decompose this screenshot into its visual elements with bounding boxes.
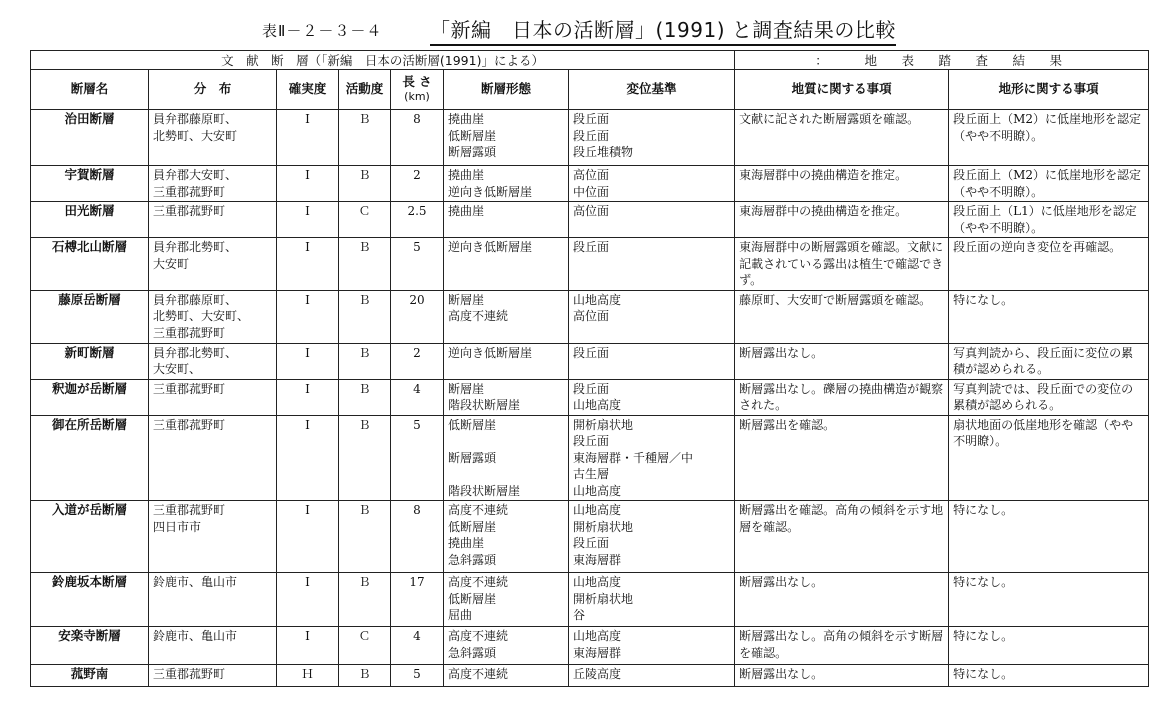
reference-cell-line: 山地高度 — [573, 483, 622, 498]
reference-cell-line: 段丘面 — [573, 345, 610, 360]
length-cell: 2 — [391, 166, 444, 202]
distribution-cell-line: 員弁郡大安町、 — [153, 168, 238, 182]
form-cell-line — [448, 433, 564, 450]
certainty-cell: Ⅰ — [277, 202, 339, 238]
table-row — [31, 627, 1149, 665]
form-cell-line: 階段状断層崖 — [448, 483, 521, 498]
distribution-cell-line: 北勢町、大安町、 — [153, 309, 250, 323]
fault-name: 入道が岳断層 — [31, 501, 149, 573]
distribution-cell-line: 員弁郡藤原町、 — [153, 112, 238, 126]
reference-cell — [569, 290, 735, 343]
activity-cell: Ｃ — [339, 202, 391, 238]
distribution-cell — [149, 627, 277, 665]
length-cell: 4 — [391, 627, 444, 665]
topography-cell: 段丘面上（M2）に低崖地形を認定（やや不明瞭）。 — [949, 110, 1149, 166]
form-cell — [444, 202, 569, 238]
length-cell: 2 — [391, 343, 444, 379]
form-cell-line: 低断層崖 — [448, 591, 497, 606]
distribution-cell-line: 三重郡菰野町 — [153, 381, 226, 396]
distribution-cell — [149, 290, 277, 343]
table-title — [0, 14, 1155, 46]
form-cell-line: 逆向き低断層崖 — [448, 184, 533, 199]
table-row — [31, 415, 1149, 501]
distribution-cell-line: 員弁郡北勢町、 — [153, 240, 238, 254]
form-cell-line: 断層露頭 — [448, 450, 497, 465]
form-cell-line: 逆向き低断層崖 — [448, 345, 533, 360]
activity-cell: Ｂ — [339, 110, 391, 166]
certainty-cell: Ⅰ — [277, 238, 339, 291]
geology-cell: 断層露出を確認。高角の傾斜を示す地層を確認。 — [735, 501, 949, 573]
activity-cell: Ｃ — [339, 627, 391, 665]
comparison-table — [30, 50, 1149, 687]
reference-cell-line: 段丘堆積物 — [573, 145, 634, 159]
activity-cell: Ｂ — [339, 379, 391, 415]
form-cell — [444, 379, 569, 415]
form-cell-line: 低断層崖 — [448, 519, 497, 534]
table-row — [31, 290, 1149, 343]
distribution-cell-line: 三重郡菰野町 — [153, 204, 226, 218]
distribution-cell-line: 北勢町、大安町 — [153, 128, 238, 143]
form-cell-line: 撓曲崖 — [448, 204, 485, 218]
reference-cell-line: 東海層群 — [573, 645, 622, 660]
length-cell: 5 — [391, 415, 444, 501]
reference-cell-line: 段丘面 — [573, 536, 610, 550]
form-cell — [444, 166, 569, 202]
form-cell — [444, 665, 569, 687]
distribution-cell — [149, 665, 277, 687]
topography-cell: 段丘面上（L1）に低崖地形を認定（やや不明瞭）。 — [949, 202, 1149, 238]
table-row — [31, 343, 1149, 379]
certainty-cell: Ⅰ — [277, 343, 339, 379]
form-cell-line: 屈曲 — [448, 608, 473, 622]
form-cell — [444, 290, 569, 343]
length-cell: 5 — [391, 238, 444, 291]
activity-cell: Ｂ — [339, 573, 391, 627]
topography-cell: 特になし。 — [949, 627, 1149, 665]
form-cell-line: 急斜露頭 — [448, 552, 497, 567]
activity-cell: Ｂ — [339, 290, 391, 343]
length-cell: 20 — [391, 290, 444, 343]
form-cell-line: 高度不連続 — [448, 575, 509, 589]
form-cell-line: 高度不連続 — [448, 503, 509, 517]
geology-cell: 断層露出なし。高角の傾斜を示す断層を確認。 — [735, 627, 949, 665]
reference-cell-line: 開析扇状地 — [573, 417, 634, 432]
certainty-cell: Ⅰ — [277, 166, 339, 202]
distribution-cell-line: 員弁郡北勢町、 — [153, 345, 238, 360]
col-header-geology: 地質に関する事項 — [735, 70, 949, 110]
fault-name: 治田断層 — [31, 110, 149, 166]
length-cell: 5 — [391, 665, 444, 687]
reference-cell-line: 東海層群・千種層／中 — [573, 450, 694, 465]
reference-cell — [569, 238, 735, 291]
form-cell — [444, 627, 569, 665]
reference-cell-line: 段丘面 — [573, 381, 610, 396]
form-cell-line: 低断層崖 — [448, 417, 497, 432]
fault-name: 安楽寺断層 — [31, 627, 149, 665]
distribution-cell-line: 三重郡菰野町 — [153, 503, 226, 517]
certainty-cell: Ⅰ — [277, 415, 339, 501]
form-cell-line: 高度不連続 — [448, 667, 509, 681]
reference-cell — [569, 573, 735, 627]
distribution-cell-line: 三重郡菰野町 — [153, 417, 226, 432]
length-cell: 17 — [391, 573, 444, 627]
distribution-cell-line: 鈴鹿市、亀山市 — [153, 575, 238, 589]
fault-name: 新町断層 — [31, 343, 149, 379]
reference-cell — [569, 379, 735, 415]
col-header-form: 断層形態 — [444, 70, 569, 110]
certainty-cell: Ⅰ — [277, 573, 339, 627]
geology-cell: 藤原町、大安町で断層露頭を確認。 — [735, 290, 949, 343]
fault-name: 田光断層 — [31, 202, 149, 238]
reference-cell-line: 段丘面 — [573, 112, 610, 126]
topography-cell: 特になし。 — [949, 290, 1149, 343]
topography-cell: 特になし。 — [949, 501, 1149, 573]
table-row — [31, 379, 1149, 415]
distribution-cell — [149, 110, 277, 166]
distribution-cell-line: 鈴鹿市、亀山市 — [153, 629, 238, 643]
activity-cell: Ｂ — [339, 415, 391, 501]
fault-name: 石榑北山断層 — [31, 238, 149, 291]
reference-cell — [569, 627, 735, 665]
fault-name: 御在所岳断層 — [31, 415, 149, 501]
distribution-cell — [149, 202, 277, 238]
col-header-certainty: 確実度 — [277, 70, 339, 110]
topography-cell: 段丘面上（M2）に低崖地形を認定（やや不明瞭）。 — [949, 166, 1149, 202]
certainty-cell: Ⅰ — [277, 501, 339, 573]
table-row — [31, 573, 1149, 627]
form-cell-line: 撓曲崖 — [448, 168, 485, 182]
form-cell — [444, 110, 569, 166]
length-cell: 8 — [391, 110, 444, 166]
table-caption: 「新編 日本の活断層」(1991) と調査結果の比較 — [430, 14, 896, 46]
distribution-cell — [149, 501, 277, 573]
topography-cell: 段丘面の逆向き変位を再確認。 — [949, 238, 1149, 291]
reference-cell-line: 山地高度 — [573, 292, 622, 307]
certainty-cell: Ｈ — [277, 665, 339, 687]
reference-cell-line: 山地高度 — [573, 629, 622, 643]
reference-cell — [569, 665, 735, 687]
header-group-survey: ： 地 表 踏 査 結 果 — [735, 51, 1149, 70]
form-cell — [444, 501, 569, 573]
reference-cell-line: 段丘面 — [573, 434, 610, 448]
form-cell — [444, 343, 569, 379]
table-row — [31, 501, 1149, 573]
reference-cell — [569, 501, 735, 573]
geology-cell: 断層露出なし。礫層の撓曲構造が観察された。 — [735, 379, 949, 415]
length-cell: 8 — [391, 501, 444, 573]
fault-name: 釈迦が岳断層 — [31, 379, 149, 415]
reference-cell-line: 山地高度 — [573, 575, 622, 589]
distribution-cell-line: 三重郡菰野町 — [153, 325, 226, 340]
distribution-cell-line: 三重郡菰野町 — [153, 184, 226, 199]
reference-cell-line: 山地高度 — [573, 398, 622, 412]
reference-cell-line: 段丘面 — [573, 128, 610, 143]
reference-cell-line: 東海層群 — [573, 552, 622, 567]
form-cell-line: 急斜露頭 — [448, 645, 497, 660]
col-header-activity: 活動度 — [339, 70, 391, 110]
reference-cell — [569, 110, 735, 166]
reference-cell-line: 開析扇状地 — [573, 519, 634, 534]
geology-cell: 断層露出なし。 — [735, 343, 949, 379]
distribution-cell — [149, 415, 277, 501]
length-cell: 2.5 — [391, 202, 444, 238]
reference-cell-line: 谷 — [573, 608, 586, 622]
topography-cell: 写真判読から、段丘面に変位の累積が認められる。 — [949, 343, 1149, 379]
table-number: 表Ⅱ－２－３－４ — [262, 22, 383, 40]
form-cell — [444, 573, 569, 627]
col-header-length: 長 さ (km) — [391, 70, 444, 110]
reference-cell-line: 中位面 — [573, 184, 610, 199]
table-row — [31, 238, 1149, 291]
geology-cell: 断層露出なし。 — [735, 665, 949, 687]
reference-cell-line: 古生層 — [573, 467, 610, 481]
fault-name: 鈴鹿坂本断層 — [31, 573, 149, 627]
reference-cell-line: 高位面 — [573, 204, 610, 218]
form-cell-line: 断層崖 — [448, 292, 485, 307]
form-cell — [444, 238, 569, 291]
col-header-name: 断層名 — [31, 70, 149, 110]
geology-cell: 東海層群中の撓曲構造を推定。 — [735, 202, 949, 238]
topography-cell: 写真判読では、段丘面での変位の累積が認められる。 — [949, 379, 1149, 415]
reference-cell — [569, 202, 735, 238]
geology-cell: 断層露出なし。 — [735, 573, 949, 627]
table-row — [31, 166, 1149, 202]
activity-cell: Ｂ — [339, 238, 391, 291]
form-cell-line: 階段状断層崖 — [448, 398, 521, 412]
col-header-distribution: 分 布 — [149, 70, 277, 110]
reference-cell-line: 高位面 — [573, 309, 610, 323]
table-row — [31, 202, 1149, 238]
reference-cell — [569, 166, 735, 202]
certainty-cell: Ⅰ — [277, 379, 339, 415]
distribution-cell — [149, 379, 277, 415]
reference-cell-line: 段丘面 — [573, 240, 610, 254]
form-cell-line: 撓曲崖 — [448, 112, 485, 126]
topography-cell: 特になし。 — [949, 573, 1149, 627]
reference-cell — [569, 415, 735, 501]
form-cell-line: 高度不連続 — [448, 629, 509, 643]
form-cell-line: 断層露頭 — [448, 145, 497, 159]
topography-cell: 扇状地面の低崖地形を確認（やや不明瞭）。 — [949, 415, 1149, 501]
distribution-cell-line: 四日市市 — [153, 519, 202, 534]
certainty-cell: Ⅰ — [277, 110, 339, 166]
form-cell-line: 撓曲崖 — [448, 536, 485, 550]
distribution-cell-line: 大安町 — [153, 256, 190, 271]
distribution-cell-line: 員弁郡藤原町、 — [153, 292, 238, 307]
activity-cell: Ｂ — [339, 665, 391, 687]
activity-cell: Ｂ — [339, 166, 391, 202]
geology-cell: 東海層群中の断層露頭を確認。文献に記載されている露出は植生で確認できず。 — [735, 238, 949, 291]
certainty-cell: Ⅰ — [277, 290, 339, 343]
distribution-cell — [149, 573, 277, 627]
table-row — [31, 110, 1149, 166]
col-header-reference: 変位基準 — [569, 70, 735, 110]
distribution-cell — [149, 343, 277, 379]
geology-cell: 断層露出を確認。 — [735, 415, 949, 501]
form-cell-line: 低断層崖 — [448, 128, 497, 143]
distribution-cell-line: 三重郡菰野町 — [153, 667, 226, 681]
topography-cell: 特になし。 — [949, 665, 1149, 687]
reference-cell-line: 丘陵高度 — [573, 667, 622, 681]
form-cell-line — [448, 466, 564, 483]
fault-name: 宇賀断層 — [31, 166, 149, 202]
col-header-topography: 地形に関する事項 — [949, 70, 1149, 110]
form-cell — [444, 415, 569, 501]
table-body — [31, 110, 1149, 687]
reference-cell — [569, 343, 735, 379]
fault-name: 菰野南 — [31, 665, 149, 687]
form-cell-line: 断層崖 — [448, 381, 485, 396]
reference-cell-line: 山地高度 — [573, 503, 622, 517]
form-cell-line: 逆向き低断層崖 — [448, 240, 533, 254]
distribution-cell-line: 大安町、 — [153, 362, 202, 376]
geology-cell: 東海層群中の撓曲構造を推定。 — [735, 166, 949, 202]
reference-cell-line: 高位面 — [573, 168, 610, 182]
fault-name: 藤原岳断層 — [31, 290, 149, 343]
header-group-literature: 文 献 断 層（「新編 日本の活断層(1991)」による） — [31, 51, 735, 70]
distribution-cell — [149, 238, 277, 291]
distribution-cell — [149, 166, 277, 202]
geology-cell: 文献に記された断層露頭を確認。 — [735, 110, 949, 166]
reference-cell-line: 開析扇状地 — [573, 591, 634, 606]
activity-cell: Ｂ — [339, 501, 391, 573]
form-cell-line: 高度不連続 — [448, 309, 509, 323]
length-cell: 4 — [391, 379, 444, 415]
certainty-cell: Ⅰ — [277, 627, 339, 665]
table-row — [31, 665, 1149, 687]
activity-cell: Ｂ — [339, 343, 391, 379]
